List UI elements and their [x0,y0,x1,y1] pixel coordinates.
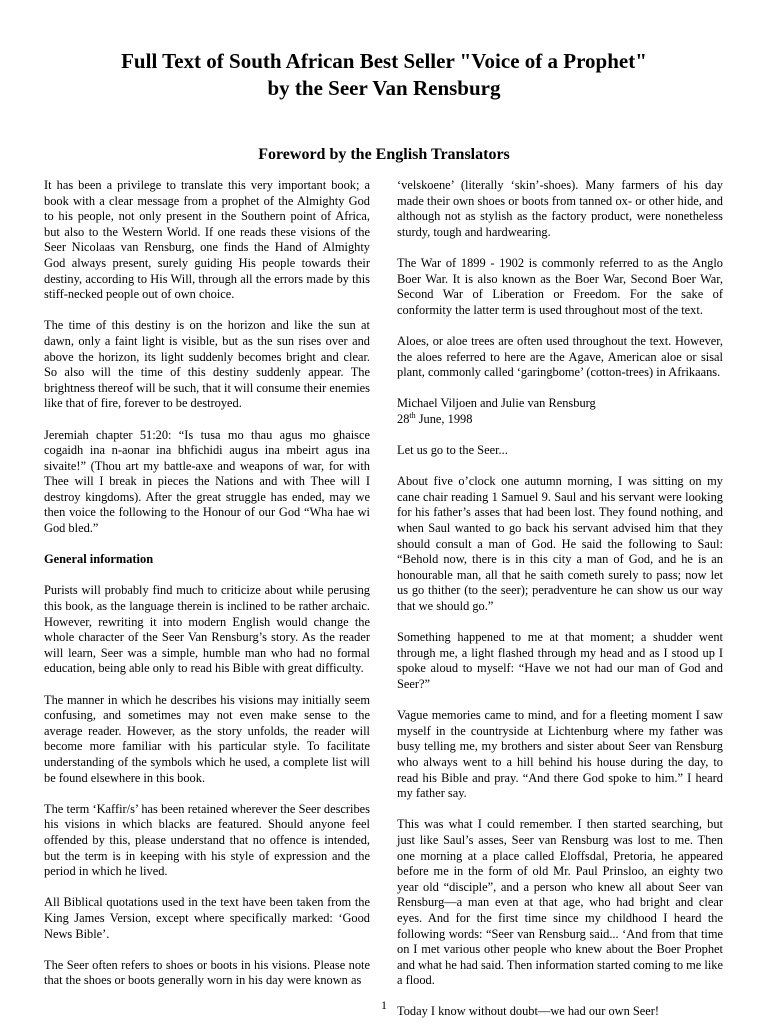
paragraph: This was what I could remember. I then started searching, but just like Saul’s asses, Seer van Rensburg was lost to me. Then one morning at a place called Eloffsdal, Pretoria, he appeared before me in the form of old Mr. Paul Prinsloo, an eighty two year old “disciple”, and a person who knew all about Seer van Rensburg—a man even at that age, who had bright and clear eyes. And for the first time since my childhood I heard the following words: “Seer van Rensburg said... ‘And from that time on I met various other people who knew about the Boer Prophet and what he had said. Then information started coming to me like a flood. [397,817,723,988]
title-line-2: by the Seer Van Rensburg [267,76,501,100]
paragraph: The War of 1899 - 1902 is commonly referred to as the Anglo Boer War. It is also known as the Boer War, Second Boer War, Second War of Liberation or Freedom. For the sake of conformity the latter term is used throughout most of the text. [397,255,723,317]
paragraph: Let us go to the Seer... [397,443,508,458]
paragraph: The time of this destiny is on the horizon and like the sun at dawn, only a faint light is visible, but as the sun rises over and above the horizon, its light suddenly becomes bright and clear. So also will the time of this destiny suddenly appear. The brightness thereof will be such, that it will consume their enemies like that of fire, forever to be destroyed. [44,318,370,411]
title-line-1: Full Text of South African Best Seller "Voice of a Prophet" [121,49,647,73]
page-number: 1 [381,998,387,1012]
translator-signature: Michael Viljoen and Julie van Rensburg [397,396,596,411]
paragraph: Aloes, or aloe trees are often used throughout the text. However, the aloes referred to here are the Agave, American aloe or sisal plant, commonly called ‘garingbome’ (cotton-trees) in Afrikaans. [397,333,723,380]
date-suffix: th [409,410,416,420]
paragraph: Purists will probably find much to criticize about while perusing this book, as the language therein is inclined to be rather archaic. However, rewriting it into modern English would change the whole character of the Seer Van Rensburg’s story. As the reader will learn, Seer was a simple, humble man who had no formal education, being able only to read his Bible with great difficulty. [44,583,370,676]
left-column [44,178,370,1004]
paragraph: Today I know without doubt—we had our own Seer! [397,1004,660,1019]
section-heading: General information [44,552,154,567]
paragraph: All Biblical quotations used in the text have been taken from the King James Version, except where specifically marked: ‘Good News Bible’. [44,895,370,941]
right-column [397,178,723,1036]
paragraph: ‘velskoene’ (literally ‘skin’-shoes). Many farmers of his day made their own shoes or boots from tanned ox- or other hide, and although not as stylish as the factory product, were nonetheless sturdy, tough and hardwearing. [397,178,723,239]
section-title: Foreword by the English Translators [258,146,510,163]
signature-date [397,412,723,428]
paragraph: The Seer often refers to shoes or boots in his visions. Please note that the shoes or boots generally worn in his day were known as [44,957,370,988]
paragraph: Jeremiah chapter 51:20: “Is tusa mo thau agus mo ghaisce cogaidh ina n-aonar ina bhfichidi augus ina mbeirt agus ina sivaite!” (Thou art my battle-axe and weapons of war, for with Thee will I break in pieces the Nations and with Thee will I destroy kingdoms). After the great struggle has ended, may we then voice the following to the Honour of our God “Wha hae wi God bled.” [44,427,370,536]
paragraph: It has been a privilege to translate this very important book; a book with a clear message from a prophet of the Almighty God to his people, not only present in the Southern point of Africa, but also to the Western World. If one reads these visions of the Seer Nicolaas van Rensburg, one finds the Hand of Almighty God always present, surely guiding His people towards their destiny, according to His Will, through all the errors made by this stiff-necked people out of own choice. [44,178,370,302]
document-title [40,48,728,102]
date-day: 28 [397,411,410,426]
paragraph: Vague memories came to mind, and for a fleeting moment I saw myself in the countryside at Lichtenburg where my father was busy telling me, my brothers and sister about Seer van Rensburg who always went to a hill behind his house during the day, to read his Bible and pray. “And there God spoke to him.” I heard my father say. [397,708,723,801]
paragraph: Something happened to me at that moment; a shudder went through me, a light flashed through my head and as I stood up I spoke aloud to myself: “Have we not had our man of God and Seer?” [397,630,723,691]
paragraph: About five o’clock one autumn morning, I was sitting on my cane chair reading 1 Samuel 9. Saul and his servant were looking for his father’s asses that had been lost. They found nothing, and when Saul wanted to go back his servant advised him that they should consult a man of God. He said the following to Saul: “Behold now, there is in this city a man of God, and he is an honourable man, all that he saith cometh surely to pass; now let us go thither (to the seer); peradventure he can show us our way that we should go.” [397,474,723,614]
paragraph: The term ‘Kaffir/s’ has been retained wherever the Seer describes his visions in which blacks are featured. Should anyone feel offended by this, please understand that no offence is intended, but the term is in keeping with his style of expression and the period in which he lived. [44,801,370,879]
paragraph: The manner in which he describes his visions may initially seem confusing, and sometimes may not even make sense to the average reader. However, as the story unfolds, the reader will become more familiar with his particular style. To facilitate understanding of the symbols which he used, a complete list will be found elsewhere in this book. [44,692,370,785]
date-rest: June, 1998 [415,411,473,426]
